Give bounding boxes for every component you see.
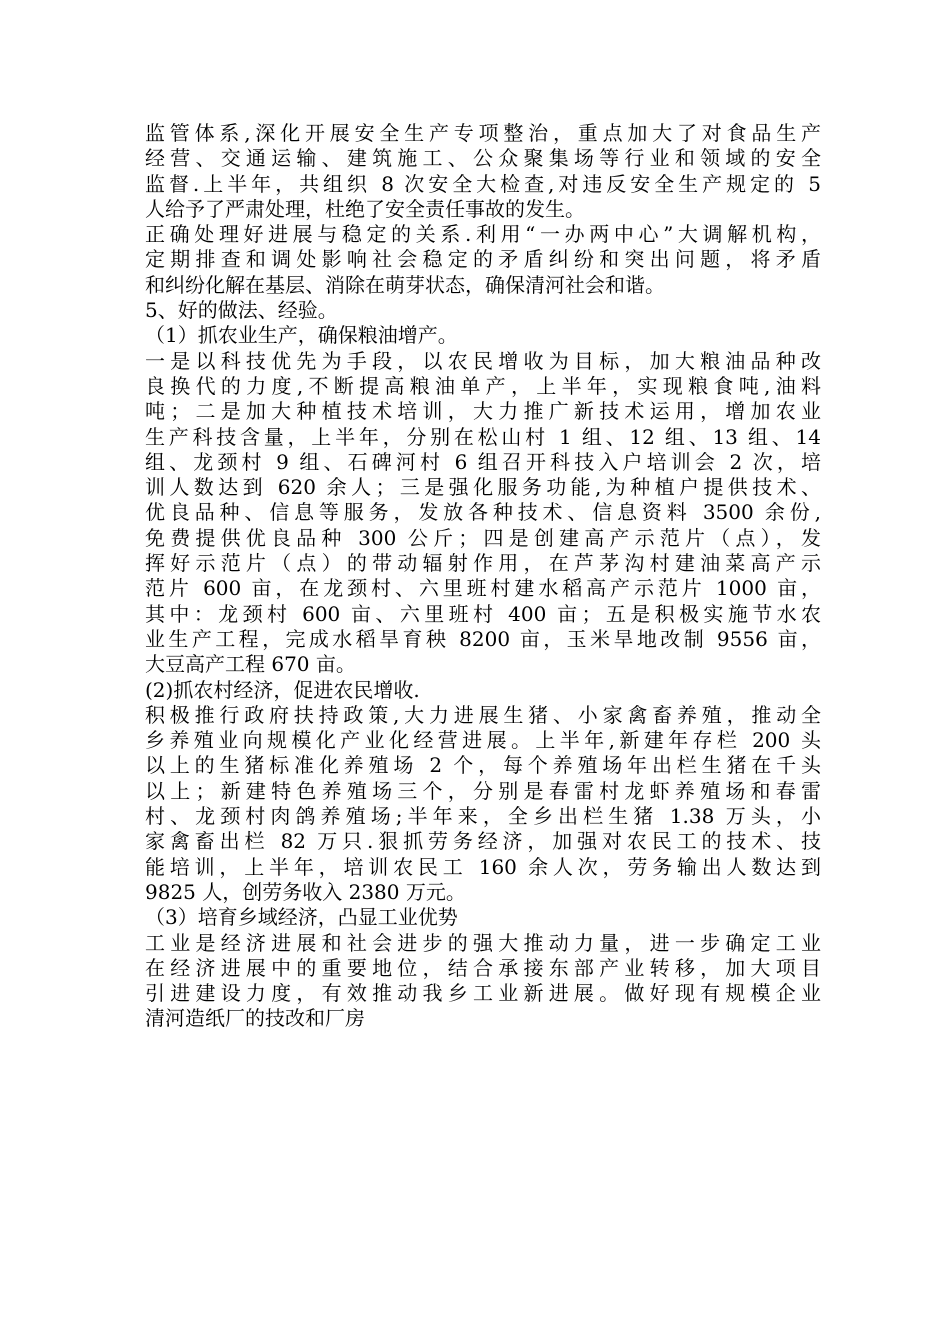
- text-line: 经营、交通运输、建筑施工、公众聚集场等行业和领域的安全: [145, 146, 821, 171]
- text-line: 以上的生猪标准化养殖场 2 个，每个养殖场年出栏生猪在千头: [145, 753, 821, 778]
- text-line: 范片 600 亩，在龙颈村、六里班村建水稻高产示范片 1000 亩，: [145, 576, 821, 601]
- text-line: 一是以科技优先为手段，以农民增收为目标，加大粮油品种改: [145, 348, 821, 373]
- text-line: 村、龙颈村肉鸽养殖场;半年来，全乡出栏生猪 1.38 万头，小: [145, 804, 821, 829]
- text-line: 以上；新建特色养殖场三个，分别是春雷村龙虾养殖场和春雷: [145, 778, 821, 803]
- body-text: [145, 121, 821, 1032]
- text-line: 监管体系,深化开展安全生产专项整治，重点加大了对食品生产: [145, 121, 821, 145]
- text-line: 大豆高产工程 670 亩。: [145, 652, 356, 677]
- text-line: 吨；二是加大种植技术培训，大力推广新技术运用，增加农业: [145, 399, 821, 424]
- text-line: 生产科技含量，上半年，分别在松山村 1 组、12 组、13 组、14: [145, 424, 821, 449]
- text-line: 人给予了严肃处理，杜绝了安全责任事故的发生。: [145, 196, 585, 221]
- text-line: 家禽畜出栏 82 万只.狠抓劳务经济，加强对农民工的技术、技: [145, 829, 821, 854]
- text-line: 9825 人，创劳务收入 2380 万元。: [145, 879, 466, 904]
- subsection-heading: （1）抓农业生产，确保粮油增产。: [145, 323, 458, 348]
- text-line: 能培训，上半年，培训农民工 160 余人次，劳务输出人数达到: [145, 854, 821, 879]
- text-line: 乡养殖业向规模化产业化经营进展。上半年,新建年存栏 200 头: [145, 728, 821, 753]
- text-line: 监督.上半年，共组织 8 次安全大检查,对违反安全生产规定的 5: [145, 171, 821, 196]
- text-line: 正确处理好进展与稳定的关系.利用“一办两中心”大调解机构，: [145, 222, 821, 247]
- text-line: 定期排查和调处影响社会稳定的矛盾纠纷和突出问题，将矛盾: [145, 247, 821, 272]
- text-line: 业生产工程，完成水稻旱育秧 8200 亩，玉米旱地改制 9556 亩，: [145, 626, 821, 651]
- text-line: 优良品种、信息等服务，发放各种技术、信息资料 3500 余份,: [145, 500, 821, 525]
- section-heading: 5、好的做法、经验。: [145, 298, 338, 323]
- text-line: 清河造纸厂的技改和厂房: [145, 1006, 365, 1031]
- subsection-heading: （3）培育乡域经济，凸显工业优势: [145, 905, 458, 930]
- text-line: 挥好示范片（点）的带动辐射作用，在芦茅沟村建油菜高产示: [145, 551, 821, 576]
- text-line: 引进建设力度，有效推动我乡工业新进展。做好现有规模企业: [145, 981, 821, 1006]
- text-line: 组、龙颈村 9 组、石碑河村 6 组召开科技入户培训会 2 次，培: [145, 449, 821, 474]
- text-line: 免费提供优良品种 300 公斤；四是创建高产示范片（点），发: [145, 525, 821, 550]
- text-line: 在经济进展中的重要地位，结合承接东部产业转移，加大项目: [145, 955, 821, 980]
- subsection-heading: (2)抓农村经济，促进农民增收.: [145, 677, 420, 702]
- text-line: 和纠纷化解在基层、消除在萌芽状态，确保清河社会和谐。: [145, 272, 665, 297]
- text-line: 积极推行政府扶持政策,大力进展生猪、小家禽畜养殖，推动全: [145, 702, 821, 727]
- text-line: 工业是经济进展和社会进步的强大推动力量，进一步确定工业: [145, 930, 821, 955]
- text-line: 训人数达到 620 余人；三是强化服务功能,为种植户提供技术、: [145, 475, 821, 500]
- text-line: 其中：龙颈村 600 亩、六里班村 400 亩；五是积极实施节水农: [145, 601, 821, 626]
- text-line: 良换代的力度,不断提高粮油单产，上半年，实现粮食吨,油料: [145, 373, 821, 398]
